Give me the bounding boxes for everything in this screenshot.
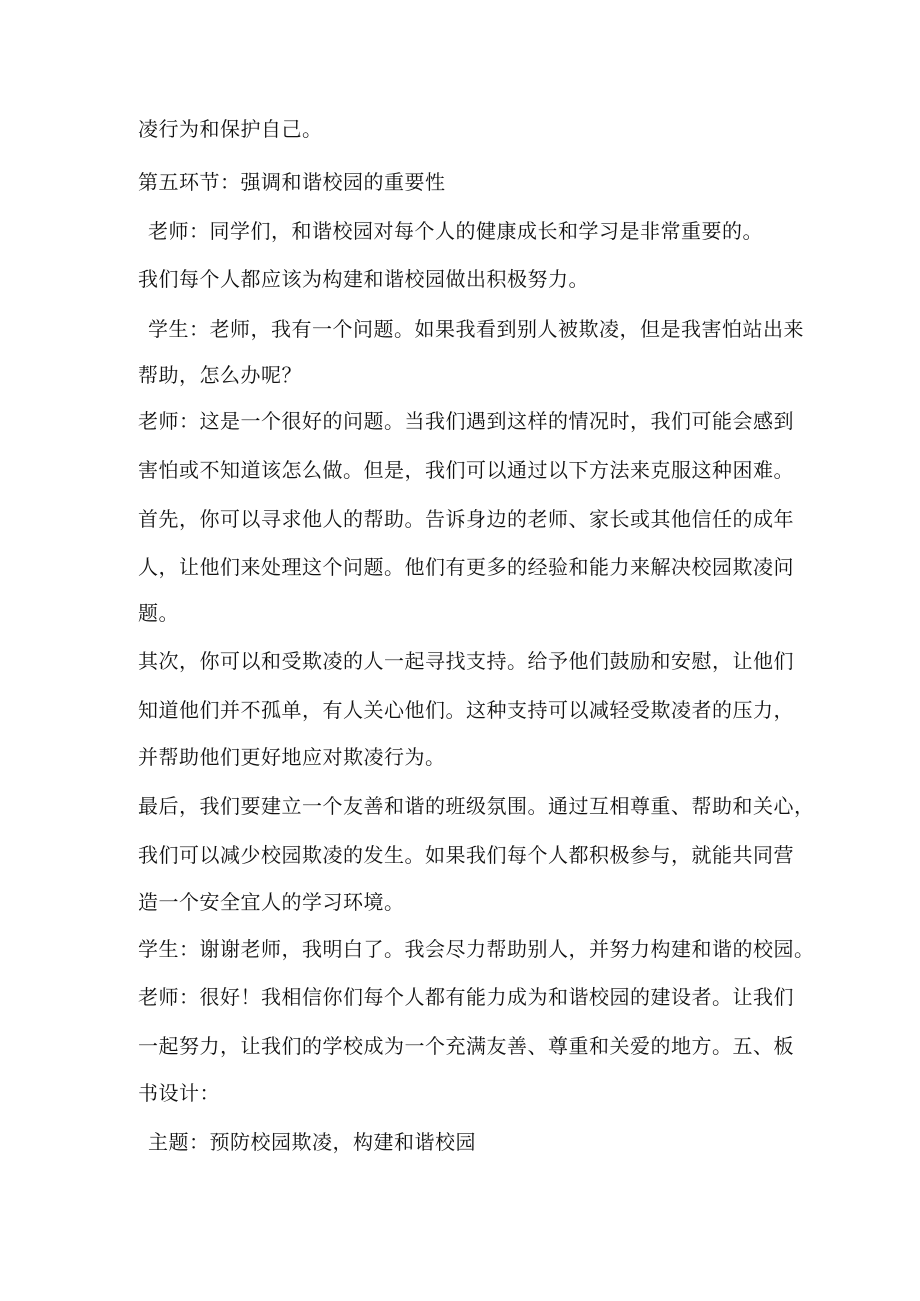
text-line: 学生：谢谢老师，我明白了。我会尽力帮助别人，并努力构建和谐的校园。: [138, 937, 815, 961]
text-line: 我们可以减少校园欺凌的发生。如果我们每个人都积极参与，就能共同营: [138, 843, 794, 867]
board-design-topic: 主题：预防校园欺凌，构建和谐校园: [148, 1130, 476, 1154]
text-line: 凌行为和保护自己。: [138, 117, 323, 141]
text-line: 老师：同学们，和谐校园对每个人的健康成长和学习是非常重要的。: [148, 219, 763, 243]
text-line: 题。: [138, 601, 179, 625]
text-line: 知道他们并不孤单，有人关心他们。这种支持可以减轻受欺凌者的压力，: [138, 698, 794, 722]
text-line: 一起努力，让我们的学校成为一个充满友善、尊重和关爱的地方。五、板: [138, 1034, 794, 1058]
text-line: 帮助，怎么办呢？: [138, 363, 302, 387]
section-heading: 第五环节：强调和谐校园的重要性: [138, 170, 446, 194]
text-line: 其次，你可以和受欺凌的人一起寻找支持。给予他们鼓励和安慰，让他们: [138, 649, 794, 673]
text-line: 并帮助他们更好地应对欺凌行为。: [138, 745, 446, 769]
text-line: 书设计：: [138, 1081, 220, 1105]
text-line: 学生：老师，我有一个问题。如果我看到别人被欺凌，但是我害怕站出来: [148, 317, 804, 341]
text-line: 老师：这是一个很好的问题。当我们遇到这样的情况时，我们可能会感到: [138, 409, 794, 433]
text-line: 我们每个人都应该为构建和谐校园做出积极努力。: [138, 267, 589, 291]
text-line: 人，让他们来处理这个问题。他们有更多的经验和能力来解决校园欺凌问: [138, 555, 794, 579]
text-line: 老师：很好！我相信你们每个人都有能力成为和谐校园的建设者。让我们: [138, 985, 794, 1009]
text-line: 首先，你可以寻求他人的帮助。告诉身边的老师、家长或其他信任的成年: [138, 507, 794, 531]
text-line: 造一个安全宜人的学习环境。: [138, 890, 405, 914]
text-line: 害怕或不知道该怎么做。但是，我们可以通过以下方法来克服这种困难。: [138, 458, 794, 482]
text-line: 最后，我们要建立一个友善和谐的班级氛围。通过互相尊重、帮助和关心，: [138, 794, 815, 818]
